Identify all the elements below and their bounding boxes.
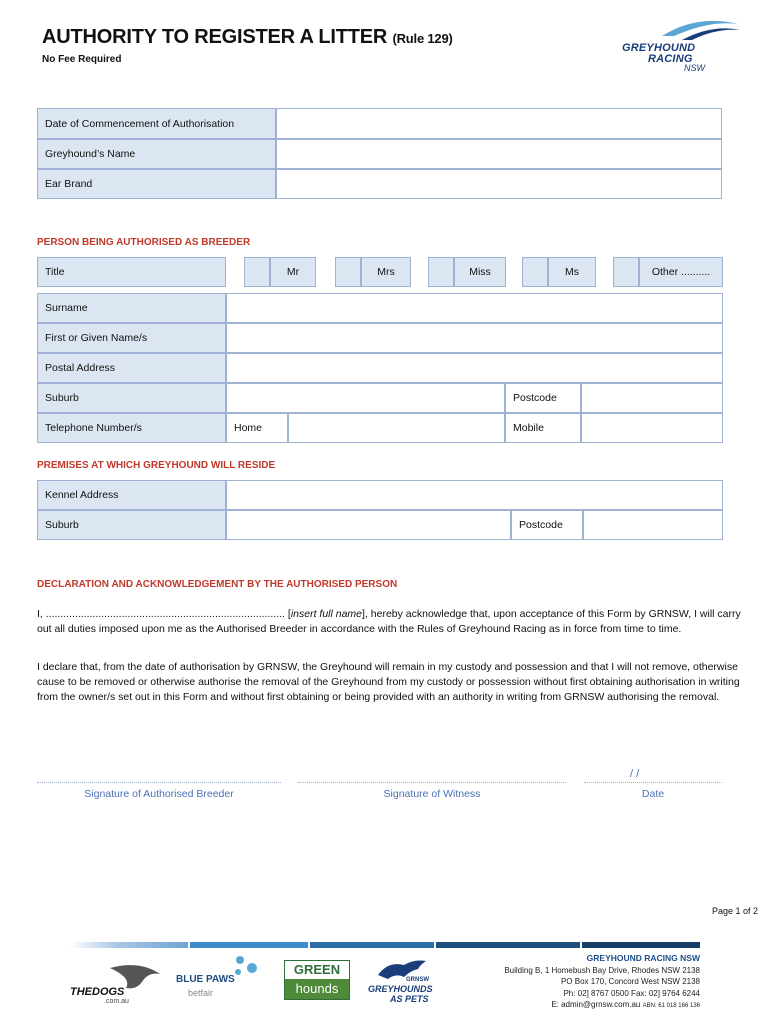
greyhound-name-field[interactable]	[276, 139, 722, 169]
premises-postcode-field[interactable]	[583, 510, 723, 540]
breeder-signature-line[interactable]	[37, 782, 281, 783]
commencement-date-field[interactable]	[276, 108, 722, 139]
suburb-label: Suburb	[37, 383, 226, 413]
title-miss-checkbox[interactable]	[428, 257, 454, 287]
rule-reference: (Rule 129)	[392, 31, 453, 46]
title-option-miss: Miss	[454, 257, 506, 287]
surname-field[interactable]	[226, 293, 723, 323]
gap-text-1: GRNSW	[406, 977, 429, 983]
breeder-signature-label: Signature of Authorised Breeder	[84, 788, 234, 800]
gap-text-2: GREYHOUNDS	[368, 984, 433, 994]
kennel-address-field[interactable]	[226, 480, 723, 510]
footer-bar-2	[190, 942, 308, 948]
footer-bar-5	[582, 942, 700, 948]
hounds-text: hounds	[285, 979, 349, 999]
declaration-heading: DECLARATION AND ACKNOWLEDGEMENT BY THE AUTHORISED PERSON	[37, 579, 398, 590]
declaration-paragraph-2: I declare that, from the date of authorisation by GRNSW, the Greyhound will remain in my custody and possession and that I will not remove, otherwise cause to be removed or otherwise authorise the removal of the Greyhound from my custody or possession without first obtaining authorisation in writing from the owner/s set out in this Form and without first obtaining or being provided with an authority in writing from GRNSW authorising the removal.	[37, 661, 740, 703]
footer-phone: Ph: 02] 8767 0500 Fax: 02] 9764 6244	[563, 988, 700, 998]
title-ms-checkbox[interactable]	[522, 257, 548, 287]
footer-email: E: admin@grnsw.com.au	[551, 1000, 641, 1009]
declaration-p1-start: I, .................................................................................. [	[37, 608, 291, 620]
bluepaws-text: BLUE PAWS	[176, 974, 235, 985]
kennel-address-label: Kennel Address	[37, 480, 226, 510]
surname-label: Surname	[37, 293, 226, 323]
premises-suburb-label: Suburb	[37, 510, 226, 540]
commencement-date-label: Date of Commencement of Authorisation	[37, 108, 276, 139]
postcode-label: Postcode	[505, 383, 581, 413]
postcode-field[interactable]	[581, 383, 723, 413]
footer-address-line1: Building B, 1 Homebush Bay Drive, Rhodes NSW 2138	[504, 965, 700, 975]
mobile-phone-label: Mobile	[505, 413, 581, 443]
title-label: Title	[37, 257, 226, 287]
grnsw-logo	[612, 16, 744, 76]
postal-address-field[interactable]	[226, 353, 723, 383]
footer-abn: ABN: 61 018 166 136	[642, 1003, 700, 1009]
given-name-label: First or Given Name/s	[37, 323, 226, 353]
mobile-phone-field[interactable]	[581, 413, 723, 443]
title-option-mrs: Mrs	[361, 257, 411, 287]
title-option-mr: Mr	[270, 257, 316, 287]
declaration-p1-italic: insert full name	[290, 608, 363, 620]
betfair-text: betfair	[188, 988, 214, 998]
title-option-ms: Ms	[548, 257, 596, 287]
gap-logo	[368, 955, 438, 1007]
logo-text-racing: RACING	[648, 53, 693, 65]
gap-text-3: AS PETS	[390, 994, 429, 1004]
premises-suburb-field[interactable]	[226, 510, 511, 540]
given-name-field[interactable]	[226, 323, 723, 353]
greenhounds-logo	[284, 960, 350, 1000]
date-slashes: / /	[630, 768, 640, 780]
ear-brand-label: Ear Brand	[37, 169, 276, 199]
thedogs-text: THEDOGS	[70, 986, 125, 998]
footer-bar-3	[310, 942, 434, 948]
home-phone-label: Home	[226, 413, 288, 443]
form-title-text: AUTHORITY TO REGISTER A LITTER	[42, 26, 388, 48]
premises-postcode-label: Postcode	[511, 510, 583, 540]
fee-note: No Fee Required	[42, 54, 122, 65]
bluepaws-logo	[174, 952, 270, 1008]
footer-address-line2: PO Box 170, Concord West NSW 2138	[560, 977, 700, 986]
footer-bar-4	[436, 942, 580, 948]
witness-signature-label: Signature of Witness	[383, 788, 481, 800]
witness-signature-line[interactable]	[298, 782, 566, 783]
declaration-p1-end: ], hereby acknowledge that, upon acceptance of this Form by GRNSW, I will carry out all duties imposed upon me as the Authorised Breeder in accordance with the Rules of Greyhound Racing as in force from time to time.	[37, 608, 741, 635]
date-line[interactable]	[584, 782, 722, 783]
title-other-checkbox[interactable]	[613, 257, 639, 287]
postal-address-label: Postal Address	[37, 353, 226, 383]
page-number: Page 1 of 2	[711, 906, 758, 916]
premises-section-heading: PREMISES AT WHICH GREYHOUND WILL RESIDE	[37, 460, 276, 471]
greyhound-name-label: Greyhound’s Name	[37, 139, 276, 169]
logo-text-nsw: NSW	[684, 63, 705, 73]
paw-print-icon	[230, 952, 270, 982]
date-label: Date	[641, 788, 665, 800]
suburb-field[interactable]	[226, 383, 505, 413]
footer-bar-1	[70, 942, 188, 948]
ear-brand-field[interactable]	[276, 169, 722, 199]
form-title	[42, 26, 453, 49]
declaration-paragraph-1	[37, 607, 743, 637]
footer-address	[476, 953, 700, 1013]
title-mrs-checkbox[interactable]	[335, 257, 361, 287]
home-phone-field[interactable]	[288, 413, 505, 443]
breeder-section-heading: PERSON BEING AUTHORISED AS BREEDER	[37, 237, 251, 248]
footer-org-name: GREYHOUND RACING NSW	[586, 953, 700, 963]
title-mr-checkbox[interactable]	[244, 257, 270, 287]
thedogs-logo	[70, 960, 166, 1010]
thedogs-sub: .com.au	[104, 998, 129, 1005]
telephone-label: Telephone Number/s	[37, 413, 226, 443]
green-text: GREEN	[285, 961, 349, 979]
title-option-other: Other ..........	[639, 257, 723, 287]
logo-text-greyhound: GREYHOUND	[622, 42, 696, 54]
